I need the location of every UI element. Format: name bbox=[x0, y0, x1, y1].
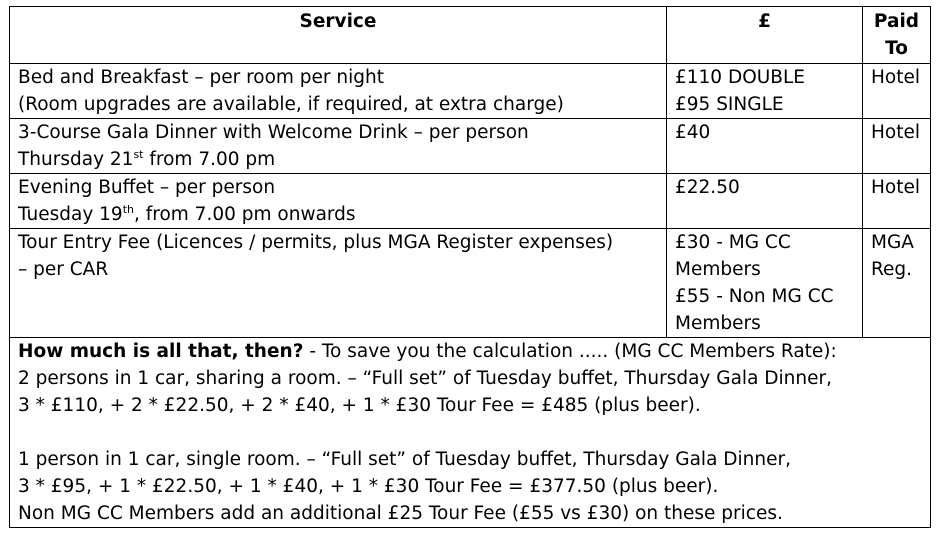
fees-table bbox=[9, 6, 931, 528]
spacer bbox=[18, 419, 922, 446]
example-one-person-calc: 3 * £95, + 1 * £22.50, + 1 * £40, + 1 * £30 Tour Fee = £377.50 (plus beer). bbox=[18, 476, 719, 497]
service-date bbox=[18, 146, 658, 173]
time-text: , from 7.00 pm onwards bbox=[133, 204, 356, 225]
price-text: £110 DOUBLE bbox=[675, 67, 805, 88]
date-text: Thursday 21 bbox=[18, 149, 134, 170]
example-two-persons-calc: 3 * £110, + 2 * £22.50, + 2 * £40, + 1 * £30 Tour Fee = £485 (plus beer). bbox=[18, 395, 701, 416]
time-text: from 7.00 pm bbox=[143, 149, 276, 170]
price-text: Members bbox=[675, 259, 761, 280]
header-row bbox=[10, 7, 931, 64]
service-text: Tour Entry Fee (Licences / permits, plus MGA Register expenses) bbox=[18, 232, 614, 253]
service-date bbox=[18, 201, 658, 228]
example-two-persons: 2 persons in 1 car, sharing a room. – “Full set” of Tuesday buffet, Thursday Gala Dinner, bbox=[18, 368, 832, 389]
service-cell bbox=[10, 174, 667, 229]
header-price: £ bbox=[667, 7, 863, 64]
paid-to-cell: Hotel bbox=[863, 64, 931, 119]
service-text: 3-Course Gala Dinner with Welcome Drink – per person bbox=[18, 122, 529, 143]
paid-to-cell: Hotel bbox=[863, 119, 931, 174]
price-cell bbox=[667, 119, 863, 174]
paid-to-cell bbox=[863, 229, 931, 338]
service-cell bbox=[10, 64, 667, 119]
example-one-person: 1 person in 1 car, single room. – “Full set” of Tuesday buffet, Thursday Gala Dinner, bbox=[18, 449, 791, 470]
summary-intro: - To save you the calculation ..... (MG CC Members Rate): bbox=[303, 341, 837, 362]
table-row bbox=[10, 229, 931, 338]
price-text: £40 bbox=[675, 122, 711, 143]
paid-to-text: Reg. bbox=[871, 259, 913, 280]
table-row bbox=[10, 119, 931, 174]
price-cell bbox=[667, 229, 863, 338]
paid-to-cell: Hotel bbox=[863, 174, 931, 229]
summary-intro-line bbox=[18, 338, 922, 365]
price-cell bbox=[667, 174, 863, 229]
paid-to-text: MGA bbox=[871, 232, 914, 253]
date-text: Tuesday 19 bbox=[18, 204, 123, 225]
table-row bbox=[10, 174, 931, 229]
service-text: Bed and Breakfast – per room per night bbox=[18, 67, 385, 88]
service-cell bbox=[10, 119, 667, 174]
price-cell bbox=[667, 64, 863, 119]
service-note: – per CAR bbox=[18, 259, 109, 280]
non-member-note: Non MG CC Members add an additional £25 Tour Fee (£55 vs £30) on these prices. bbox=[18, 503, 783, 524]
price-text: £30 - MG CC bbox=[675, 232, 791, 253]
header-paid-to-line2: To bbox=[885, 38, 908, 59]
price-text: £95 SINGLE bbox=[675, 94, 784, 115]
price-text: £22.50 bbox=[675, 177, 740, 198]
service-text: Evening Buffet – per person bbox=[18, 177, 276, 198]
table-row bbox=[10, 64, 931, 119]
header-paid-to-line1: Paid bbox=[873, 11, 920, 32]
header-service: Service bbox=[10, 7, 667, 64]
price-text: Members bbox=[675, 313, 761, 334]
ordinal-suffix: st bbox=[133, 148, 144, 161]
summary-row bbox=[10, 338, 931, 528]
price-text: £55 - Non MG CC bbox=[675, 286, 834, 307]
header-paid-to bbox=[863, 7, 931, 64]
summary-heading: How much is all that, then? bbox=[18, 341, 304, 362]
summary-cell bbox=[10, 338, 931, 528]
service-cell bbox=[10, 229, 667, 338]
ordinal-suffix: th bbox=[122, 203, 134, 216]
service-note: (Room upgrades are available, if required, at extra charge) bbox=[18, 94, 564, 115]
